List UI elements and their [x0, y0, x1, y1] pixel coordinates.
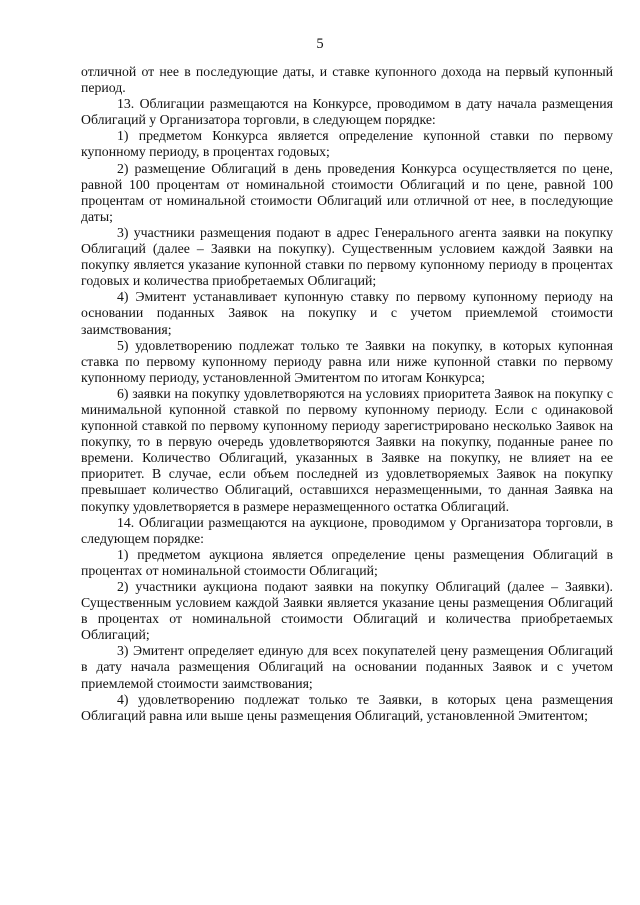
- paragraph-13-item-5: 5) удовлетворению подлежат только те Заявки на покупку, в которых купонная ставка по первому купонному периоду равна или ниже купонной ставки по первому купонному периоду, установленной Эмитентом по итогам Конкурса;: [81, 337, 613, 385]
- paragraph-13-item-1: 1) предметом Конкурса является определение купонной ставки по первому купонному периоду, в процентах годовых;: [81, 128, 613, 160]
- paragraph-section-14: 14. Облигации размещаются на аукционе, проводимом у Организатора торговли, в следующем порядке:: [81, 514, 613, 546]
- paragraph-13-item-6: 6) заявки на покупку удовлетворяются на условиях приоритета Заявок на покупку с минимальной купонной ставкой по первому купонному периоду. Если с одинаковой купонной ставкой по первому купонному периоду зарегистрировано несколько Заявок на покупку, то в первую очередь удовлетворяются Заявки на покупку, поданные ранее по времени. Количество Облигаций, указанных в Заявке на покупку, не влияет на ее приоритет. В случае, если объем последней из удовлетворяемых Заявок на покупку превышает количество Облигаций, оставшихся неразмещенными, то данная Заявка на покупку удовлетворяется в размере неразмещенного остатка Облигаций.: [81, 385, 613, 514]
- paragraph-14-item-4: 4) удовлетворению подлежат только те Заявки, в которых цена размещения Облигаций равна или выше цены размещения Облигаций, установленной Эмитентом;: [81, 691, 613, 723]
- paragraph-13-item-3: 3) участники размещения подают в адрес Генерального агента заявки на покупку Облигаций (далее – Заявки на покупку). Существенным условием каждой Заявки на покупку является указание купонной ставки по первому купонному периоду в процентах годовых и количества приобретаемых Облигаций;: [81, 224, 613, 289]
- paragraph-continuation: отличной от нее в последующие даты, и ставке купонного дохода на первый купонный период.: [81, 64, 613, 96]
- paragraph-14-item-1: 1) предметом аукциона является определение цены размещения Облигаций в процентах от номинальной стоимости Облигаций;: [81, 546, 613, 578]
- page-number: 5: [316, 36, 324, 52]
- paragraph-14-item-2: 2) участники аукциона подают заявки на покупку Облигаций (далее – Заявки). Существенным условием каждой Заявки является указание цены размещения Облигаций в процентах от номинальной стоимости Облигаций и количества приобретаемых Облигаций;: [81, 579, 613, 643]
- paragraph-13-item-4: 4) Эмитент устанавливает купонную ставку по первому купонному периоду на основании поданных Заявок на покупку и с учетом приемлемой стоимости заимствования;: [81, 289, 613, 337]
- document-body: [81, 64, 613, 724]
- paragraph-14-item-3: 3) Эмитент определяет единую для всех покупателей цену размещения Облигаций в дату начала размещения Облигаций на основании поданных Заявок и с учетом приемлемой стоимости заимствования;: [81, 643, 613, 691]
- paragraph-13-item-2: 2) размещение Облигаций в день проведения Конкурса осуществляется по цене, равной 100 процентам от номинальной стоимости Облигаций и по цене, равной 100 процентам от номинальной стоимости Облигаций или отличной от нее, в последующие даты;: [81, 160, 613, 224]
- paragraph-section-13: 13. Облигации размещаются на Конкурсе, проводимом в дату начала размещения Облигаций у Организатора торговли, в следующем порядке:: [81, 96, 613, 128]
